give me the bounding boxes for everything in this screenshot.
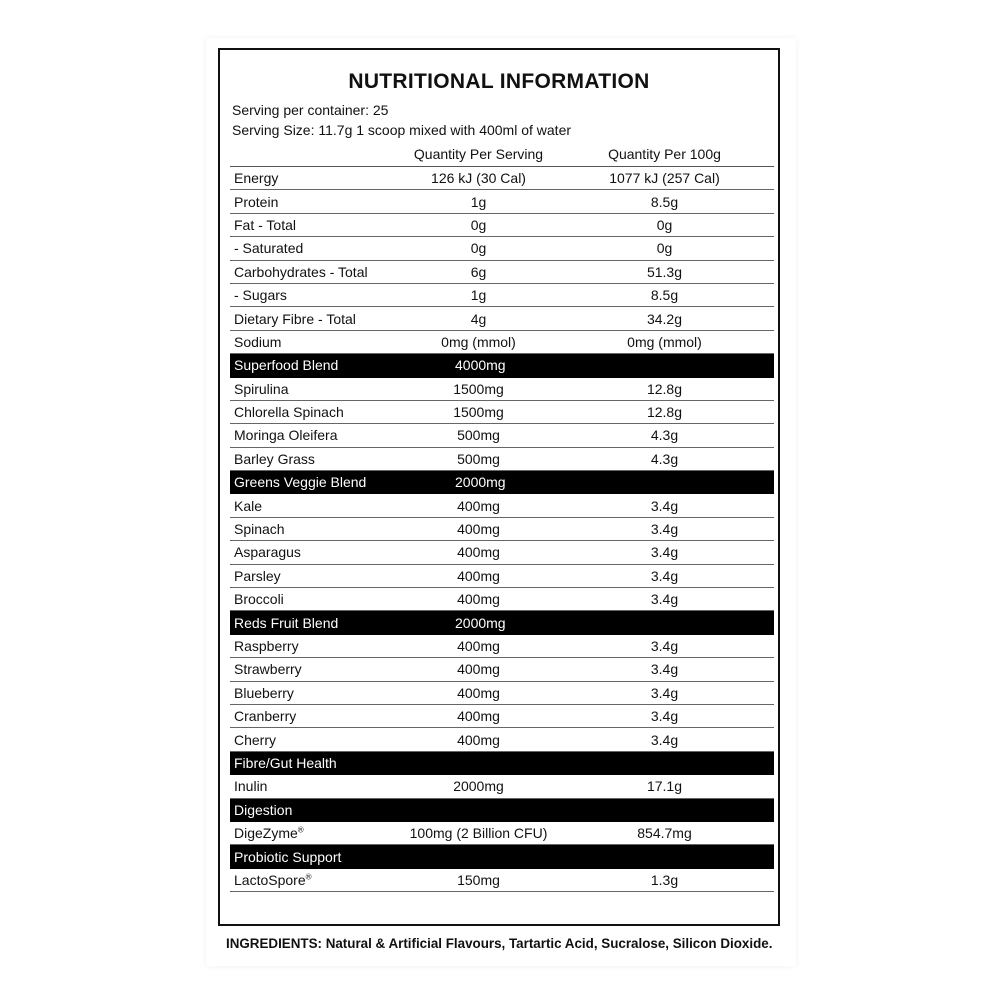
nutrient-name: - Sugars <box>234 287 287 304</box>
table-body <box>230 167 774 892</box>
registered-mark: ® <box>297 825 304 835</box>
table-row <box>230 167 774 190</box>
per-100g-value: 8.5g <box>650 193 679 210</box>
per-serving-value: 400mg <box>457 591 500 608</box>
nutrition-table <box>230 142 774 892</box>
table-row <box>230 307 774 330</box>
per-serving-value: 400mg <box>457 638 500 654</box>
per-serving-value: 1500mg <box>453 404 504 421</box>
table-row <box>230 705 774 728</box>
per-100g-value: 12.8g <box>646 380 683 397</box>
nutrient-name: Carbohydrates - Total <box>234 263 368 280</box>
per-serving-value: 400mg <box>457 544 500 561</box>
per-serving-value: 400mg <box>457 684 500 701</box>
table-row <box>230 728 774 751</box>
nutrient-name: Spirulina <box>234 380 289 397</box>
per-100g-value: 3.4g <box>650 708 679 725</box>
table-header <box>230 142 774 167</box>
per-100g-value: 4.3g <box>650 450 679 467</box>
nutrient-name: Blueberry <box>234 684 294 701</box>
per-100g-value: 1.3g <box>650 871 679 888</box>
per-serving-value: 100mg (2 Billion CFU) <box>409 825 548 842</box>
panel-title: NUTRITIONAL INFORMATION <box>348 70 650 93</box>
table-row <box>230 284 774 307</box>
serving-per-container: Serving per container: 25 <box>232 102 389 118</box>
nutrient-name: Digestion <box>234 801 293 818</box>
per-serving-value: 4000mg <box>455 357 506 374</box>
per-100g-value: 0g <box>656 240 673 257</box>
section-header-row <box>230 354 774 377</box>
per-100g-value: 4.3g <box>650 427 679 444</box>
per-100g-value: 3.4g <box>650 638 679 654</box>
per-serving-value: 400mg <box>457 567 500 584</box>
per-serving-value: 400mg <box>457 497 500 514</box>
nutrient-name: Moringa Oleifera <box>234 427 338 444</box>
per-serving-value: 6g <box>470 263 487 280</box>
nutrient-name: Probiotic Support <box>234 848 342 865</box>
per-100g-value: 8.5g <box>650 287 679 304</box>
nutrient-name: Broccoli <box>234 591 284 608</box>
nutrient-name: Greens Veggie Blend <box>234 474 367 491</box>
per-serving-value: 400mg <box>457 661 500 678</box>
per-100g-value: 12.8g <box>646 404 683 421</box>
serving-info <box>232 100 571 140</box>
nutrient-name: Barley Grass <box>234 450 315 467</box>
table-row <box>230 565 774 588</box>
per-100g-value: 3.4g <box>650 567 679 584</box>
table-row <box>230 775 774 798</box>
nutrient-name: Reds Fruit Blend <box>234 614 339 631</box>
per-serving-value: 4g <box>470 310 487 327</box>
table-row <box>230 401 774 424</box>
per-serving-value: 2000mg <box>455 474 506 491</box>
per-serving-value: 0g <box>470 240 487 257</box>
per-100g-value: 1077 kJ (257 Cal) <box>609 170 720 187</box>
per-100g-value: 17.1g <box>646 778 683 795</box>
per-serving-value: 1500mg <box>453 380 504 397</box>
per-serving-value: 500mg <box>457 450 500 467</box>
per-serving-value: 1g <box>470 193 487 210</box>
table-row <box>230 518 774 541</box>
per-100g-value: 3.4g <box>650 521 679 538</box>
per-100g-value: 3.4g <box>650 731 679 748</box>
registered-mark: ® <box>305 872 312 882</box>
name-text: DigeZyme <box>234 825 298 842</box>
per-serving-value: 0g <box>470 216 487 233</box>
table-row <box>230 261 774 284</box>
table-row <box>230 237 774 260</box>
table-row <box>230 448 774 471</box>
section-header-row <box>230 752 774 775</box>
nutrient-name: - Saturated <box>234 240 304 257</box>
table-row <box>230 635 774 658</box>
per-serving-value: 1g <box>470 287 487 304</box>
table-row <box>230 822 774 845</box>
per-serving-value: 400mg <box>457 708 500 725</box>
nutrient-name: Kale <box>234 497 263 514</box>
nutrient-name: Sodium <box>234 333 282 350</box>
header-per-100g: Quantity Per 100g <box>608 146 721 162</box>
per-100g-value: 0g <box>656 216 673 233</box>
nutrient-name: Inulin <box>234 778 268 795</box>
per-serving-value: 0mg (mmol) <box>441 333 516 350</box>
table-row <box>230 331 774 354</box>
nutrient-name: Raspberry <box>234 638 299 654</box>
table-row <box>230 214 774 237</box>
per-serving-value: 400mg <box>457 521 500 538</box>
per-100g-value: 34.2g <box>646 310 683 327</box>
serving-size: Serving Size: 11.7g 1 scoop mixed with 400ml of water <box>232 122 572 138</box>
per-100g-value: 3.4g <box>650 591 679 608</box>
per-serving-value: 2000mg <box>455 614 506 631</box>
nutrient-name: Parsley <box>234 567 281 584</box>
nutrient-name <box>230 825 402 841</box>
section-header-row <box>230 845 774 868</box>
table-row <box>230 541 774 564</box>
nutrient-name: Asparagus <box>234 544 301 561</box>
section-header-row <box>230 471 774 494</box>
nutrient-name: Protein <box>234 193 279 210</box>
nutrient-name: Dietary Fibre - Total <box>234 310 356 327</box>
per-serving-value: 400mg <box>457 731 500 748</box>
section-header-row <box>230 611 774 634</box>
nutrient-name: Chlorella Spinach <box>234 404 344 421</box>
nutrient-name: Cranberry <box>234 708 297 725</box>
ingredients-text: INGREDIENTS: Natural & Artificial Flavours, Tartartic Acid, Sucralose, Silicon Dioxide. <box>226 936 773 951</box>
per-serving-value: 126 kJ (30 Cal) <box>431 170 526 187</box>
table-row <box>230 190 774 213</box>
per-serving-value: 150mg <box>457 871 500 888</box>
name-text: LactoSpore <box>234 871 306 888</box>
per-100g-value: 51.3g <box>646 263 683 280</box>
per-100g-value: 0mg (mmol) <box>627 333 702 350</box>
table-row <box>230 682 774 705</box>
per-100g-value: 854.7mg <box>637 825 692 842</box>
table-row <box>230 424 774 447</box>
nutrient-name: Superfood Blend <box>234 357 339 374</box>
per-100g-value: 3.4g <box>650 684 679 701</box>
per-100g-value: 3.4g <box>650 661 679 678</box>
table-row <box>230 869 774 892</box>
header-per-serving: Quantity Per Serving <box>413 146 544 162</box>
per-serving-value: 500mg <box>457 427 500 444</box>
nutrient-name: Cherry <box>234 731 277 748</box>
nutrient-name: Fat - Total <box>234 216 296 233</box>
nutrient-name <box>230 872 402 888</box>
table-row <box>230 494 774 517</box>
nutrient-name: Energy <box>234 170 279 187</box>
per-100g-value: 3.4g <box>650 544 679 561</box>
nutrition-panel <box>218 48 780 926</box>
per-100g-value: 3.4g <box>650 497 679 514</box>
table-row <box>230 378 774 401</box>
nutrient-name: Strawberry <box>234 661 302 678</box>
table-row <box>230 658 774 681</box>
nutrient-name: Spinach <box>234 521 285 538</box>
section-header-row <box>230 799 774 822</box>
nutrient-name: Fibre/Gut Health <box>234 754 337 771</box>
per-serving-value: 2000mg <box>453 778 504 795</box>
table-row <box>230 588 774 611</box>
